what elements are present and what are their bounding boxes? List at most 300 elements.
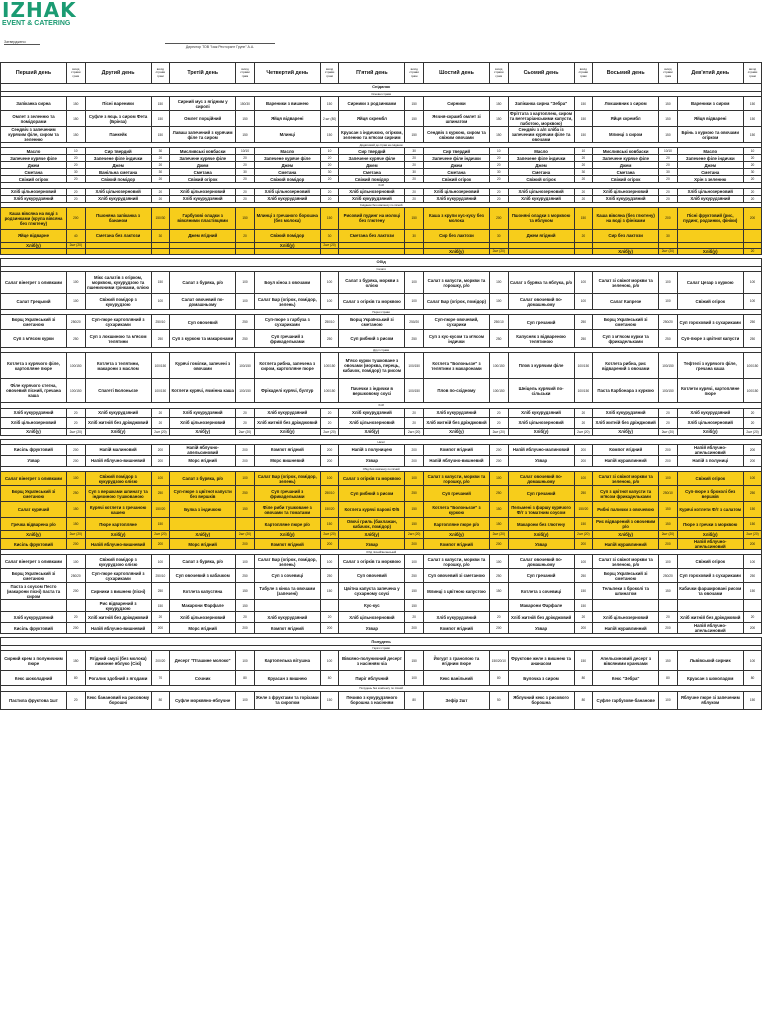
dish-name: Хліб(у) <box>254 242 320 248</box>
dish-weight: 150 <box>236 111 255 127</box>
dish-name: Кекс шоколадний <box>1 671 67 686</box>
dish-name: Свіжий помідор з кукурудзою олією <box>85 472 151 486</box>
dish-name: Брінь з куркою та овочами огірком <box>677 127 743 143</box>
dish-name: Хрін з зеленню <box>677 176 743 183</box>
dish-weight: 100 <box>405 294 424 310</box>
dish-name: Суп-пюре картопляний з сухариками <box>85 569 151 583</box>
dish-name: Хліб цільнозерновий <box>677 417 743 428</box>
dish-name: Суп гречаний <box>508 569 574 583</box>
dish-name: Салат з огірків та морквою <box>339 555 405 569</box>
dish-name: Хліб кукурудзяний <box>254 612 320 623</box>
dish-weight: 20 <box>151 188 170 195</box>
dish-name: Рибні палички з овочевою <box>593 502 659 518</box>
dish-weight: 30 <box>151 229 170 242</box>
menu-row <box>1 671 762 686</box>
dish-weight: 200 <box>659 444 678 455</box>
dish-name: Суп гороховий з сухариками <box>677 315 743 330</box>
dish-name: Сметана <box>170 169 236 176</box>
dish-weight: 150 <box>659 583 678 600</box>
dish-weight <box>67 600 86 612</box>
dish-name: Суп овочевий з кабачком <box>170 569 236 583</box>
dish-name: Суп гороховий з сухариками <box>677 569 743 583</box>
dish-name: Котлета з сочевиці <box>508 583 574 600</box>
dish-weight: 150 <box>489 111 508 127</box>
dish-name: Кекс банановий на рисовому борошні <box>85 691 151 709</box>
menu-row <box>1 330 762 348</box>
dish-name: Філе курячого стегна, овочевий пісний, гречана каша <box>1 379 67 403</box>
dish-weight: 200 <box>236 623 255 634</box>
dish-name: Салат зі свіжої моркви та зеленою, р/о <box>593 472 659 486</box>
section-title: Додатковий до страв на сніданок <box>1 143 762 148</box>
dish-weight: 150 <box>405 651 424 671</box>
dish-name: Апельсиновий десерт з вівсяними кранчами <box>593 651 659 671</box>
dish-name: Львівський сирник <box>677 651 743 671</box>
day-header: Сьомий день <box>508 63 574 84</box>
dish-name: Хліб(у) <box>85 428 151 435</box>
dish-name: Котлети курячі, картопляне пюре <box>677 379 743 403</box>
dish-name: Сир твердий <box>423 148 489 155</box>
dish-weight: 20 <box>659 417 678 428</box>
dish-weight: 2шт (20) <box>574 531 593 539</box>
dish-weight: 200 <box>67 207 86 229</box>
dish-weight: 20 <box>320 612 339 623</box>
dish-name: Суп-пюре з гарбуза з сухариками <box>254 315 320 330</box>
dish-name: Сметана <box>423 169 489 176</box>
section-row <box>1 638 762 646</box>
dish-weight: 2шт (20) <box>489 428 508 435</box>
dish-name: Яйця відварені <box>254 111 320 127</box>
dish-name: Салат Бар (огірок, помідор, зелень) <box>254 472 320 486</box>
dish-weight: 20 <box>743 162 762 169</box>
dish-weight: 100 <box>320 294 339 310</box>
dish-weight: 2шт (20) <box>67 242 86 248</box>
dish-weight: 150 <box>151 600 170 612</box>
dish-name: Напій з полуниці <box>677 455 743 466</box>
dish-name: Салат з буряка, р/о <box>170 472 236 486</box>
dish-weight: 100/150 <box>236 379 255 403</box>
dish-name: Сендвіч з запеченим курячим філе, сиром та зеленню <box>1 127 67 143</box>
dish-name: Сметана <box>1 169 67 176</box>
dish-name: Сирники <box>423 97 489 111</box>
dish-name: Каша з крупи кус-кусу без молока <box>423 207 489 229</box>
dish-weight: 150/20 <box>574 502 593 518</box>
section-title: Основні страви <box>1 92 762 97</box>
dish-weight: 250 <box>320 330 339 348</box>
dish-name: Хліб(у) <box>508 428 574 435</box>
day-header: Третій день <box>170 63 236 84</box>
dish-name: Хліб цільнозерновий <box>423 188 489 195</box>
dish-name: Хліб цільнозерновий <box>254 188 320 195</box>
dish-weight <box>320 600 339 612</box>
dish-weight: 100 <box>743 272 762 294</box>
dish-name: Хліб житній без дріжджовий <box>85 417 151 428</box>
dish-weight: 20 <box>236 176 255 183</box>
dish-name: Курячі гомілки, запечені з овочами <box>170 353 236 379</box>
menu-row <box>1 583 762 600</box>
dish-weight: 100 <box>574 294 593 310</box>
dish-name: Свіжий огірок <box>423 176 489 183</box>
dish-name: Кабачки фаршировані рисом та овочами <box>677 583 743 600</box>
dish-weight: 20 <box>574 176 593 183</box>
dish-weight: 2шт (20) <box>151 428 170 435</box>
dish-weight: 2шт (20) <box>574 428 593 435</box>
dish-name: Суп з м'ясом курки та фрикадельками <box>593 330 659 348</box>
menu-row <box>1 315 762 330</box>
dish-weight: 250/20 <box>67 569 86 583</box>
dish-name: Хліб(у) <box>170 428 236 435</box>
dish-name: Сирники з вишнею (пісні) <box>85 583 151 600</box>
menu-row <box>1 600 762 612</box>
dish-weight: 250 <box>659 330 678 348</box>
dish-weight: 100 <box>320 272 339 294</box>
dish-name: Пачечки з індички в вершковому соусі <box>339 379 405 403</box>
dish-name: Суфле гарбузове-бананове <box>593 691 659 709</box>
weight-header: вихід страви грам <box>405 63 424 84</box>
dish-weight: 100 <box>151 472 170 486</box>
dish-weight: 20 <box>236 417 255 428</box>
dish-name: Хліб цільнозерновий <box>677 188 743 195</box>
dish-name: Вареники з вишнею <box>254 97 320 111</box>
dish-name: Суп-пюре з цвітної капусти <box>677 330 743 348</box>
dish-name: Картопляне пюре р/о <box>423 518 489 531</box>
dish-weight: 150 <box>236 502 255 518</box>
dish-weight: 20 <box>659 195 678 202</box>
dish-name: Салат вінегрет з оливками <box>1 272 67 294</box>
day-header: Шостий день <box>423 63 489 84</box>
dish-weight: 20 <box>67 408 86 417</box>
dish-name: Хліб житній без дріжджовий <box>85 612 151 623</box>
dish-name <box>1 600 67 612</box>
dish-weight: 2шт (20) <box>151 531 170 539</box>
dish-name: Компот ягідний <box>254 539 320 550</box>
menu-row <box>1 417 762 428</box>
dish-name: Напій яблучно-вишневий <box>85 623 151 634</box>
dish-weight: 150 <box>659 502 678 518</box>
dish-weight: 20 <box>67 691 86 709</box>
dish-name: Суп овочевий <box>339 569 405 583</box>
dish-weight: 150 <box>659 651 678 671</box>
dish-name: Пастила фруктова 1шт <box>1 691 67 709</box>
dish-name: Суп-пюре з цвітної капусти без вершків <box>170 486 236 502</box>
menu-table <box>0 62 762 710</box>
dish-name: Салат Капрезе <box>593 294 659 310</box>
dish-weight: 150 <box>236 583 255 600</box>
menu-row <box>1 408 762 417</box>
dish-name: Котлети курячі, ячмінна каша <box>170 379 236 403</box>
dish-weight: 200 <box>743 539 762 550</box>
dish-weight: 2шт (20) <box>659 248 678 254</box>
dish-weight: 250 <box>236 569 255 583</box>
dish-weight: 20 <box>236 229 255 242</box>
dish-weight: 20 <box>659 162 678 169</box>
dish-weight: 100/150 <box>489 379 508 403</box>
dish-weight: 20 <box>151 417 170 428</box>
dish-weight: 20 <box>320 417 339 428</box>
dish-name: Салат овочевий по-домашньому <box>170 294 236 310</box>
dish-weight: 200 <box>405 623 424 634</box>
dish-name: Напій яблучно-апельсиновий <box>170 444 236 455</box>
menu-row <box>1 97 762 111</box>
dish-name: Сметана без лактози <box>339 229 405 242</box>
menu-row <box>1 455 762 466</box>
section-row <box>1 258 762 266</box>
dish-name: Суп-пюре овочевий, сухарики <box>423 315 489 330</box>
dish-name: Салат з капусти, моркви та горошку, р/о <box>423 555 489 569</box>
dish-name: Суп овочевий зі сметаною <box>423 569 489 583</box>
dish-weight: 100 <box>405 555 424 569</box>
dish-name: Суп гречаний з фрикадельками <box>254 486 320 502</box>
dish-name: Запечене філе індички <box>677 155 743 162</box>
dish-name: Хліб кукурудзяний <box>508 195 574 202</box>
dish-name: Хліб цільнозерновий <box>593 188 659 195</box>
dish-weight: 200 <box>236 455 255 466</box>
dish-name: Хліб(у) <box>593 248 659 254</box>
dish-name: Компот ягідний <box>593 444 659 455</box>
menu-row <box>1 176 762 183</box>
dish-weight: 2шт (20) <box>743 428 762 435</box>
menu-grid <box>0 62 762 710</box>
dish-name: Компот ягідний <box>423 444 489 455</box>
dish-name: Хліб(у) <box>339 531 405 539</box>
menu-row <box>1 379 762 403</box>
dish-name: Компот ягідний <box>254 623 320 634</box>
dish-weight: 100/150 <box>659 353 678 379</box>
dish-weight: 100/150 <box>67 379 86 403</box>
dish-name: Суп гречаний з фрикадельками <box>254 330 320 348</box>
dish-name: Пельмені з фаршу курячого Ф/т з томатним соусом <box>508 502 574 518</box>
dish-weight: 100 <box>151 294 170 310</box>
weight-header: вихід страви грам <box>151 63 170 84</box>
dish-name: Суп гречаний <box>508 315 574 330</box>
dish-name: Сирний крем з полуничним пюре <box>1 651 67 671</box>
dish-name: Яйця відварені <box>677 111 743 127</box>
dish-weight: 2шт (20) <box>659 531 678 539</box>
dish-name: Напій яблучно-вишневий <box>85 455 151 466</box>
dish-weight: 100 <box>67 472 86 486</box>
dish-weight: 20 <box>320 176 339 183</box>
dish-weight: 100 <box>574 272 593 294</box>
dish-weight: 150 <box>67 651 86 671</box>
dish-weight <box>743 229 762 242</box>
dish-name: Котлета з телятини, макарони з маслом <box>85 353 151 379</box>
dish-name: Суфле з яєць з сиром Фета (Брінза) <box>85 111 151 127</box>
dish-weight: 30 <box>659 169 678 176</box>
dish-weight: 250 <box>151 486 170 502</box>
dish-weight: 80 <box>67 671 86 686</box>
dish-weight: 250 <box>574 315 593 330</box>
dish-weight: 20 <box>743 612 762 623</box>
dish-weight: 150 <box>743 111 762 127</box>
dish-name: Курячі котлети з гречаною кашею <box>85 502 151 518</box>
dish-weight: 20 <box>67 176 86 183</box>
dish-weight: 20 <box>743 248 762 254</box>
dish-weight: 20 <box>405 176 424 183</box>
dish-weight: 200 <box>151 455 170 466</box>
menu-row <box>1 444 762 455</box>
dish-weight: 20 <box>743 155 762 162</box>
dish-weight: 100 <box>659 294 678 310</box>
dish-weight: 150/20 <box>320 502 339 518</box>
dish-name: Хліб кукурудзяний <box>508 408 574 417</box>
dish-weight: 250/10 <box>151 315 170 330</box>
dish-weight: 20 <box>743 176 762 183</box>
dish-name: Паста Карбонара з куркою <box>593 379 659 403</box>
dish-name: Напій малиновий <box>85 444 151 455</box>
dish-name: Сирний мус з ягідним у сиропі <box>170 97 236 111</box>
dish-name: Пюре картопляне <box>85 518 151 531</box>
dish-name: М'ясо курки тушковане з овочами (морква, перець, кабачок, помідор) та рисом <box>339 353 405 379</box>
dish-name: Напій журавлинний <box>593 455 659 466</box>
dish-weight: 10/10 <box>659 148 678 155</box>
dish-name: Хліб житній без дріжджовий <box>423 417 489 428</box>
dish-name: Рисовий пудинг на молоці без глютену <box>339 207 405 229</box>
dish-weight: 100 <box>405 272 424 294</box>
dish-weight: 200 <box>67 583 86 600</box>
dish-name: Сир твердий <box>339 148 405 155</box>
weight-header: вихід страви грам <box>743 63 762 84</box>
day-header: Перший день <box>1 63 67 84</box>
dish-name: Хліб цільнозерновий <box>339 612 405 623</box>
dish-name: Картопелька вітушна <box>254 651 320 671</box>
dish-weight: 250 <box>743 486 762 502</box>
dish-name: Запечене куряче філе <box>593 155 659 162</box>
dish-name: Узвар <box>339 539 405 550</box>
dish-weight: 250/10 <box>659 486 678 502</box>
dish-name: Узвар <box>508 455 574 466</box>
dish-name: Кисіль фруктовий <box>1 539 67 550</box>
dish-weight: 200 <box>320 455 339 466</box>
dish-name: Кисіль фруктовий <box>1 444 67 455</box>
dish-name: Суфле морквяно-яблучне <box>170 691 236 709</box>
dish-name: Свіжий огірок <box>677 555 743 569</box>
dish-weight: 200 <box>67 444 86 455</box>
dish-weight: 20 <box>489 408 508 417</box>
dish-weight: 100 <box>67 555 86 569</box>
dish-name: Салат Бар (огірок, помідор, зелень) <box>254 555 320 569</box>
dish-name <box>170 518 236 531</box>
dish-weight: 200 <box>320 539 339 550</box>
dish-weight: 30 <box>743 169 762 176</box>
dish-name: Пшоняна запіканка з бананом <box>85 207 151 229</box>
dish-name: Суп з м'ясом курки <box>1 330 67 348</box>
dish-weight: 150 <box>743 583 762 600</box>
dish-weight: 200 <box>574 455 593 466</box>
dish-name: Салат овочевий по-домашньому <box>508 294 574 310</box>
dish-weight: 150 <box>574 127 593 143</box>
dish-weight: 200 <box>67 623 86 634</box>
dish-name: Хліб цільнозерновий <box>170 417 236 428</box>
dish-weight: 250 <box>489 569 508 583</box>
dish-name <box>677 229 743 242</box>
menu-row <box>1 486 762 502</box>
dish-name: Хліб кукурудзяний <box>423 408 489 417</box>
dish-name: Хліб цільнозерновий <box>508 417 574 428</box>
dish-name: Каша вівсяна на воді з родзинками (крупа вівсяна без глютену) <box>1 207 67 229</box>
dish-name: Салат овочевий по-домашньому <box>508 555 574 569</box>
dish-name: Сметана <box>254 169 320 176</box>
dish-name: Салат з капусти, моркви та горошку, р/о <box>423 472 489 486</box>
dish-name: Млинці <box>254 127 320 143</box>
dish-weight: 80 <box>574 671 593 686</box>
dish-weight: 100 <box>236 472 255 486</box>
dish-name: Борщ Український зі сметаною <box>339 315 405 330</box>
dish-weight: 150 <box>743 502 762 518</box>
dish-name: Свіжий огірок <box>508 176 574 183</box>
dish-name: Морс ягідний <box>170 455 236 466</box>
dish-weight: 10 <box>67 148 86 155</box>
dish-name: Суп з локшиною та м'ясом телятини <box>85 330 151 348</box>
dish-weight: 150 <box>151 111 170 127</box>
dish-weight: 200 <box>574 623 593 634</box>
dish-name: Свіжий огірок <box>170 176 236 183</box>
dish-weight: 250 <box>405 569 424 583</box>
dish-name: Масло <box>1 148 67 155</box>
dish-name: Хліб(у) <box>85 531 151 539</box>
dish-name: Панкейк <box>85 127 151 143</box>
menu-row <box>1 155 762 162</box>
dish-weight: 10 <box>574 148 593 155</box>
dish-name: Сир без лактози <box>593 229 659 242</box>
dish-name: Хліб цільнозерновий <box>85 188 151 195</box>
dish-weight: 200 <box>489 444 508 455</box>
dish-weight: 20 <box>659 612 678 623</box>
dish-weight: 20 <box>574 612 593 623</box>
dish-weight: 100 <box>743 651 762 671</box>
dish-weight: 200 <box>320 444 339 455</box>
dish-name: Узвар <box>339 455 405 466</box>
dish-name: Запечене куряче філе <box>339 155 405 162</box>
logo-brand: IZHAK <box>2 0 77 22</box>
dish-weight: 200 <box>405 539 424 550</box>
dish-name: Джем <box>508 162 574 169</box>
dish-name: Сир твердий <box>85 148 151 155</box>
dish-name: Джем <box>593 162 659 169</box>
dish-name: Хліб(у) <box>593 531 659 539</box>
dish-weight: 20 <box>743 408 762 417</box>
dish-weight: 250/20 <box>659 569 678 583</box>
dish-weight: 150 <box>405 97 424 111</box>
dish-weight: 20 <box>151 195 170 202</box>
dish-weight: 100 <box>320 555 339 569</box>
dish-weight: 30 <box>236 169 255 176</box>
dish-name: Хліб(у) <box>423 428 489 435</box>
dish-name: Хліб(у) <box>170 531 236 539</box>
dish-weight: 20 <box>236 612 255 623</box>
dish-name: Суп з кус-кусом та м'ясом індички <box>423 330 489 348</box>
dish-name: Хліб кукурудзяний <box>677 408 743 417</box>
dish-name: Сендвіч з куркою, сиром та свіжим овочами <box>423 127 489 143</box>
dish-weight: 70 <box>151 671 170 686</box>
dish-name: Суп з вершками шпинату та індичиною тушкованою <box>85 486 151 502</box>
dish-name: Хліб(у) <box>423 248 489 254</box>
dish-weight: 20 <box>574 155 593 162</box>
dish-name: Борщ Український зі сметаною <box>593 315 659 330</box>
dish-name: Млинці з цвітною капустою <box>423 583 489 600</box>
dish-weight: 150 <box>405 127 424 143</box>
dish-weight: 100 <box>489 555 508 569</box>
section-title: Гарячі страви <box>1 646 762 651</box>
dish-weight: 250 <box>151 583 170 600</box>
dish-weight: 80 <box>151 691 170 709</box>
dish-weight: 20 <box>67 155 86 162</box>
dish-name: Хліб кукурудзяний <box>170 195 236 202</box>
dish-weight: 2шт (20) <box>236 428 255 435</box>
day-header: Дев'ятий день <box>677 63 743 84</box>
dish-weight: 150 <box>405 600 424 612</box>
dish-name: Капусняк з відвареною телятиною <box>508 330 574 348</box>
dish-weight: 2шт (20) <box>659 428 678 435</box>
dish-name: Картопляне пюре р/о <box>254 518 320 531</box>
